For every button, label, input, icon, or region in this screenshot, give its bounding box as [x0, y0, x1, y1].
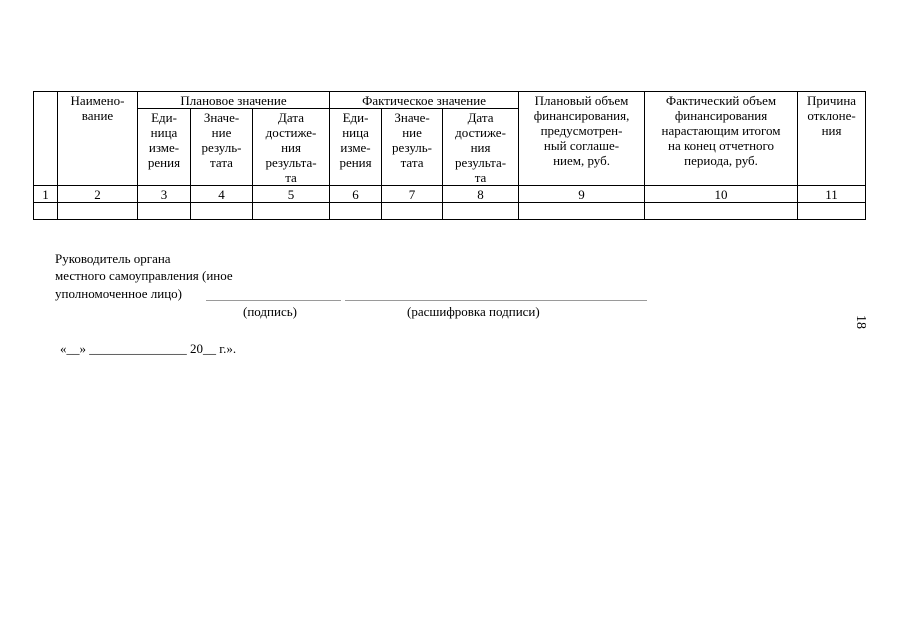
column-number: 10 [645, 186, 798, 203]
header-name: Наимено- вание [58, 92, 138, 186]
page-number: 18 [853, 315, 868, 329]
column-number: 6 [330, 186, 382, 203]
signature-title-line-3: уполномоченное лицо) [55, 286, 183, 301]
table-cell [330, 203, 382, 220]
table-cell [798, 203, 866, 220]
table-cell [382, 203, 443, 220]
table-cell [519, 203, 645, 220]
column-number: 9 [519, 186, 645, 203]
header-fact-value: Значе- ние резуль- тата [382, 109, 443, 186]
signature-decode-line [345, 300, 647, 301]
column-number: 7 [382, 186, 443, 203]
column-number: 3 [138, 186, 191, 203]
report-table [33, 91, 866, 220]
header-fact-group: Фактическое значение [330, 92, 519, 109]
table-cell [58, 203, 138, 220]
header-row-1 [34, 92, 866, 109]
column-number: 1 [34, 186, 58, 203]
column-number: 5 [253, 186, 330, 203]
table-cell [34, 203, 58, 220]
column-number: 8 [443, 186, 519, 203]
column-number: 11 [798, 186, 866, 203]
signature-caption: (подпись) [243, 304, 297, 319]
table-row [34, 203, 866, 220]
signature-title-line-1: Руководитель органа [55, 251, 171, 266]
table-cell [191, 203, 253, 220]
table-cell [645, 203, 798, 220]
table-cell [138, 203, 191, 220]
column-number-row [34, 186, 866, 203]
signature-decode-caption: (расшифровка подписи) [407, 304, 540, 319]
column-number: 2 [58, 186, 138, 203]
header-plan-unit: Еди- ница изме- рения [138, 109, 191, 186]
header-plan-value: Значе- ние резуль- тата [191, 109, 253, 186]
header-plan-funding: Плановый объем финансирования, предусмотрен- ный соглаше- нием, руб. [519, 92, 645, 186]
table-cell [253, 203, 330, 220]
table-cell [443, 203, 519, 220]
column-number: 4 [191, 186, 253, 203]
signature-line [206, 300, 341, 301]
header-plan-group: Плановое значение [138, 92, 330, 109]
header-fact-unit: Еди- ница изме- рения [330, 109, 382, 186]
signature-date: «__» _______________ 20__ г.». [60, 341, 237, 356]
header-reason: Причина отклоне- ния [798, 92, 866, 186]
header-plan-date: Дата достиже- ния результа- та [253, 109, 330, 186]
header-index-empty [34, 92, 58, 186]
header-fact-date: Дата достиже- ния результа- та [443, 109, 519, 186]
header-fact-funding: Фактический объем финансирования нарастающим итогом на конец отчетного периода, руб. [645, 92, 798, 186]
signature-title-line-2: местного самоуправления (иное [55, 268, 233, 283]
